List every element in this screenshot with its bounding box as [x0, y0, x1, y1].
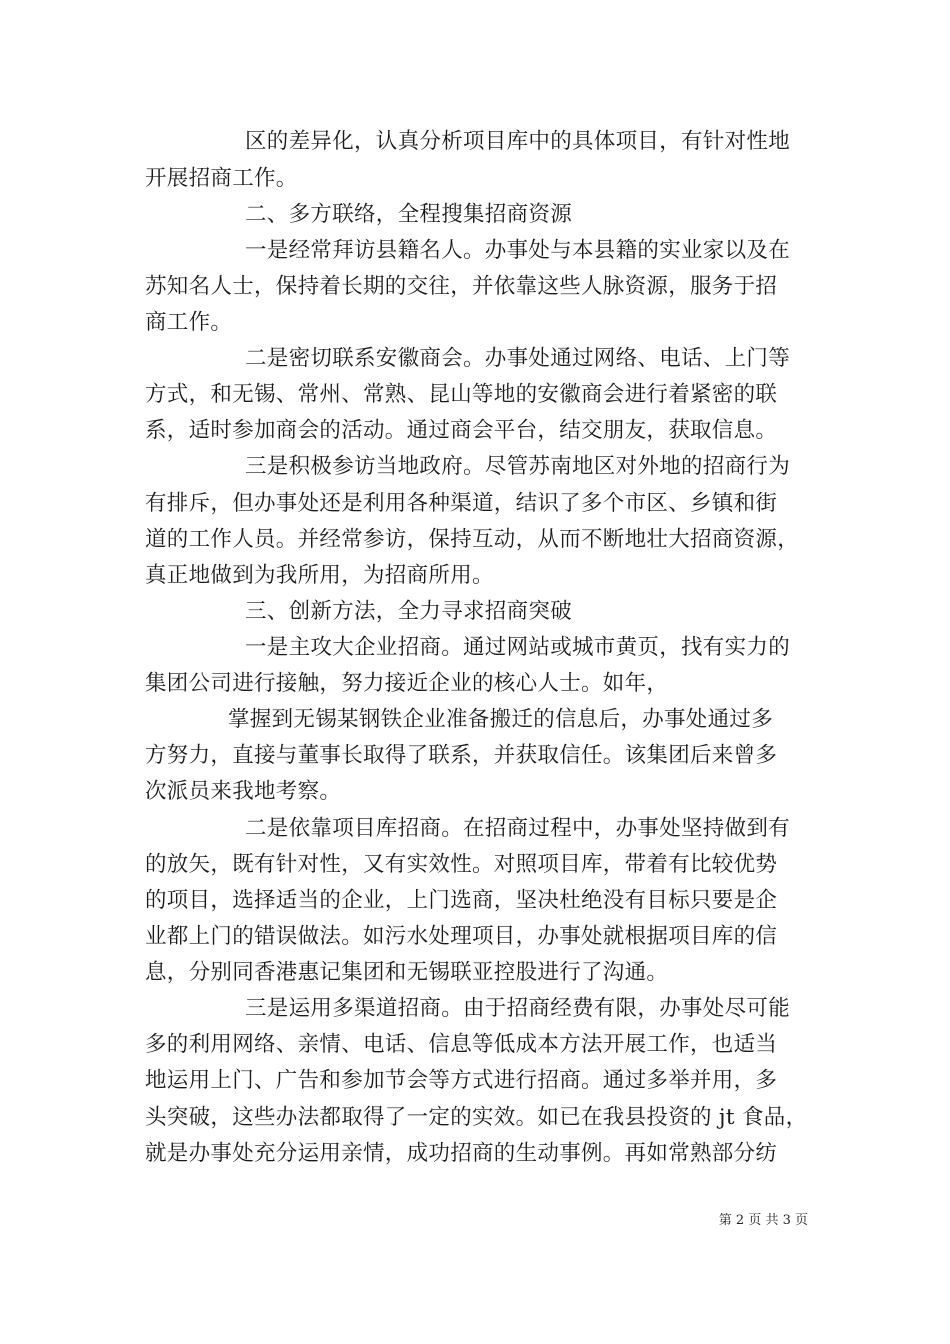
text-line: 二是密切联系安徽商会。办事处通过网络、电话、上门等 [245, 346, 791, 371]
text-line: 业都上门的错误做法。如污水处理项目，办事处就根据项目库的信 [145, 924, 778, 949]
text-line: 地运用上门、广告和参加节会等方式进行招商。通过多举并用，多 [145, 1068, 778, 1093]
section-heading: 三、创新方法，全力寻求招商突破 [245, 599, 573, 624]
text-line: 方努力，直接与董事长取得了联系，并获取信任。该集团后来曾多 [145, 743, 778, 768]
text-line: 方式，和无锡、常州、常熟、昆山等地的安徽商会进行着紧密的联 [145, 382, 778, 407]
text-line: 一是主攻大企业招商。通过网站或城市黄页，找有实力的 [245, 635, 791, 660]
text-line: 就是办事处充分运用亲情，成功招商的生动事例。再如常熟部分纺 [145, 1141, 778, 1166]
text-line: 一是经常拜访县籍名人。办事处与本县籍的实业家以及在 [245, 238, 791, 263]
text-line: 次派员来我地考察。 [145, 779, 342, 804]
text-line: 道的工作人员。并经常参访，保持互动，从而不断地壮大招商资源， [145, 527, 800, 552]
page-number: 第 2 页 共 3 页 [718, 1213, 808, 1228]
text-line: 系，适时参加商会的活动。通过商会平台，结交朋友，获取信息。 [145, 418, 778, 443]
section-heading: 二、多方联络，全程搜集招商资源 [245, 202, 573, 227]
text-line: 苏知名人士，保持着长期的交往，并依靠这些人脉资源，服务于招 [145, 274, 778, 299]
text-line: 区的差异化，认真分析项目库中的具体项目，有针对性地 [245, 129, 791, 154]
text-line: 三是积极参访当地政府。尽管苏南地区对外地的招商行为 [245, 454, 791, 479]
text-line: 真正地做到为我所用，为招商所用。 [145, 563, 494, 588]
text-line: 开展招商工作。 [145, 166, 298, 191]
text-line: 的放矢，既有针对性，又有实效性。对照项目库，带着有比较优势 [145, 852, 778, 877]
text-line: 息，分别同香港惠记集团和无锡联亚控股进行了沟通。 [145, 960, 669, 985]
text-line: 多的利用网络、亲情、电话、信息等低成本方法开展工作，也适当 [145, 1032, 778, 1057]
text-line: 掌握到无锡某钢铁企业准备搬迁的信息后，办事处通过多 [228, 707, 774, 732]
text-line: 二是依靠项目库招商。在招商过程中，办事处坚持做到有 [245, 816, 791, 841]
text-line: 头突破，这些办法都取得了一定的实效。如已在我县投资的 jt 食品， [145, 1105, 808, 1130]
text-line: 集团公司进行接触，努力接近企业的核心人士。如年， [145, 671, 669, 696]
text-line: 三是运用多渠道招商。由于招商经费有限，办事处尽可能 [245, 996, 791, 1021]
text-line: 有排斥，但办事处还是利用各种渠道，结识了多个市区、乡镇和街 [145, 491, 778, 516]
text-line: 商工作。 [145, 310, 233, 335]
text-line: 的项目，选择适当的企业，上门选商，坚决杜绝没有目标只要是企 [145, 888, 778, 913]
